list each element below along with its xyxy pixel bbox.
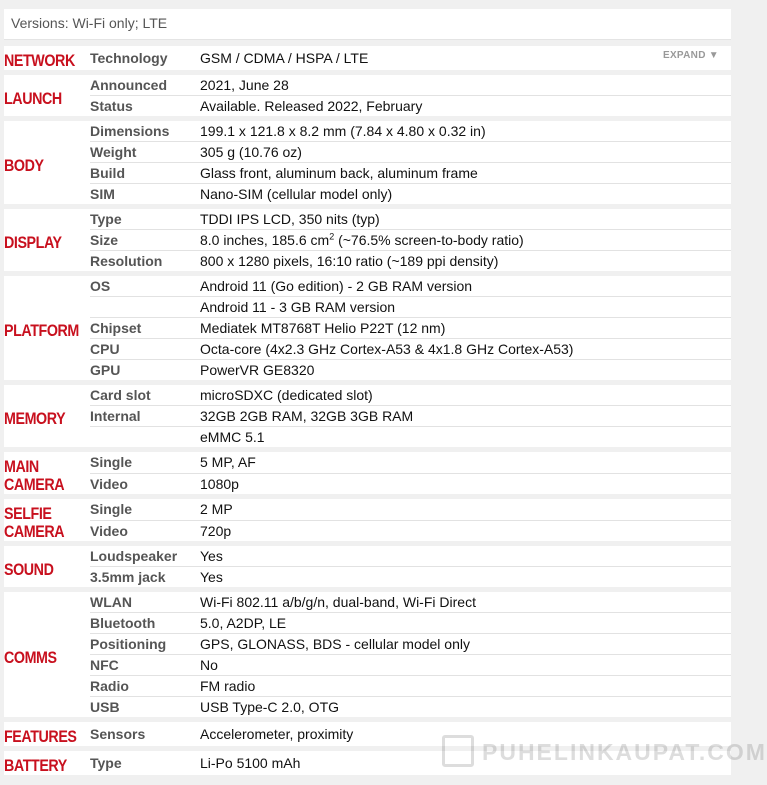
spec-title: NFC	[90, 655, 200, 676]
spec-info-text: No	[200, 657, 218, 673]
spec-info-text: 2 MP	[200, 501, 233, 518]
category-label: MAIN CAMERA	[4, 457, 65, 494]
spec-info	[200, 184, 731, 205]
spec-info-text: Mediatek MT8768T Helio P22T (12 nm)	[200, 320, 446, 336]
spec-row	[4, 297, 731, 318]
spec-info	[200, 722, 731, 746]
spec-title	[90, 427, 200, 448]
spec-row	[4, 567, 731, 588]
spec-info	[200, 163, 731, 184]
spec-info	[200, 96, 731, 117]
spec-info	[200, 567, 731, 588]
spec-row	[4, 251, 731, 272]
spec-info	[200, 546, 731, 567]
spec-row	[4, 520, 731, 541]
spec-info-text: eMMC 5.1	[200, 429, 265, 445]
versions-text: Versions: Wi-Fi only; LTE	[4, 9, 731, 40]
spec-title: Bluetooth	[90, 613, 200, 634]
category-sound	[4, 546, 90, 587]
spec-info	[200, 230, 731, 251]
spec-info-text: 305 g (10.76 oz)	[200, 144, 302, 160]
spec-info	[200, 297, 731, 318]
spec-info	[200, 318, 731, 339]
spec-info-text: 5 MP, AF	[200, 454, 256, 471]
spec-info-text: GSM / CDMA / HSPA / LTE	[200, 50, 369, 66]
spec-info	[200, 452, 731, 473]
spec-title: Single	[90, 452, 200, 473]
spec-title: Positioning	[90, 634, 200, 655]
spec-info	[200, 276, 731, 297]
spec-title	[90, 297, 200, 318]
spec-info	[200, 697, 731, 718]
spec-info	[200, 634, 731, 655]
category-display	[4, 209, 90, 271]
spec-row	[4, 499, 731, 520]
spec-info	[200, 142, 731, 163]
category-features	[4, 722, 90, 746]
category-label: SOUND	[4, 559, 54, 579]
spec-row	[4, 75, 731, 96]
spec-title: 3.5mm jack	[90, 569, 166, 585]
category-launch	[4, 75, 90, 116]
spec-title: Sensors	[90, 726, 146, 742]
spec-info	[200, 209, 731, 230]
category-label: NETWORK	[4, 51, 75, 70]
spec-info	[200, 339, 731, 360]
spec-title: GPU	[90, 362, 121, 378]
spec-info-text: 8.0 inches, 185.6 cm	[200, 232, 330, 248]
spec-title: Internal	[90, 406, 200, 427]
spec-row	[4, 385, 731, 406]
spec-info-text: 5.0, A2DP, LE	[200, 615, 287, 631]
spec-title: Loudspeaker	[90, 546, 200, 567]
spec-title: Single	[90, 499, 200, 520]
spec-row	[4, 406, 731, 427]
spec-info-text: 199.1 x 121.8 x 8.2 mm (7.84 x 4.80 x 0.32 in)	[200, 123, 486, 139]
spec-title: Type	[90, 755, 122, 771]
spec-title: Weight	[90, 142, 200, 163]
spec-info-text: 32GB 2GB RAM, 32GB 3GB RAM	[200, 408, 414, 424]
spec-title: Chipset	[90, 318, 200, 339]
spec-info-text: Li-Po 5100 mAh	[200, 755, 301, 771]
spec-info-text: USB Type-C 2.0, OTG	[200, 699, 340, 715]
spec-row	[4, 46, 731, 70]
spec-title: Resolution	[90, 253, 163, 269]
category-main-camera	[4, 452, 90, 494]
spec-row	[4, 318, 731, 339]
category-label: LAUNCH	[4, 88, 62, 108]
spec-row	[4, 751, 731, 775]
spec-info-text: TDDI IPS LCD, 350 nits (typ)	[200, 211, 380, 227]
spec-title: SIM	[90, 186, 115, 202]
spec-row	[4, 339, 731, 360]
spec-title: CPU	[90, 339, 200, 360]
spec-info	[200, 406, 731, 427]
spec-row	[4, 121, 731, 142]
spec-info	[200, 121, 731, 142]
spec-info-text: Accelerometer, proximity	[200, 726, 354, 742]
spec-info-text: 2021, June 28	[200, 77, 289, 93]
spec-info-text: microSDXC (dedicated slot)	[200, 387, 373, 403]
spec-info-text: GPS, GLONASS, BDS - cellular model only	[200, 636, 470, 652]
spec-row	[4, 163, 731, 184]
category-selfie-camera	[4, 499, 90, 541]
spec-info-superscript: 2	[329, 231, 335, 242]
spec-title: Radio	[90, 676, 200, 697]
spec-row	[4, 473, 731, 494]
spec-info-text: Android 11 - 3 GB RAM version	[200, 299, 396, 315]
spec-info	[200, 499, 731, 520]
category-label: SELFIE CAMERA	[4, 504, 65, 541]
spec-row	[4, 546, 731, 567]
category-battery	[4, 751, 90, 775]
spec-info-text: Available. Released 2022, February	[200, 98, 423, 114]
spec-row	[4, 613, 731, 634]
category-label: FEATURES	[4, 727, 77, 746]
spec-info	[200, 676, 731, 697]
spec-info-text: Android 11 (Go edition) - 2 GB RAM version	[200, 278, 473, 294]
category-label: DISPLAY	[4, 233, 62, 252]
spec-title: Technology	[90, 50, 168, 66]
spec-row	[4, 697, 731, 718]
spec-row	[4, 592, 731, 613]
spec-title: Build	[90, 163, 200, 184]
spec-title: WLAN	[90, 592, 200, 613]
spec-info	[200, 360, 731, 381]
spec-info-text: Wi-Fi 802.11 a/b/g/n, dual-band, Wi-Fi Direct	[200, 594, 476, 610]
spec-title: USB	[90, 699, 120, 715]
spec-title: Video	[90, 522, 128, 539]
spec-info-text: Glass front, aluminum back, aluminum frame	[200, 165, 478, 181]
spec-info	[200, 613, 731, 634]
spec-row	[4, 655, 731, 676]
spec-row	[4, 184, 731, 205]
spec-title: Status	[90, 98, 133, 114]
spec-info-text: 800 x 1280 pixels, 16:10 ratio (~189 ppi density)	[200, 253, 499, 269]
spec-row	[4, 427, 731, 448]
spec-info-text-after: (~76.5% screen-to-body ratio)	[334, 232, 524, 248]
expand-button[interactable]: EXPAND ▼	[662, 50, 719, 61]
spec-info	[200, 520, 731, 541]
spec-title: Video	[90, 475, 128, 492]
spec-info-text: Yes	[200, 548, 223, 564]
spec-info	[200, 751, 731, 775]
category-label: MEMORY	[4, 409, 66, 428]
spec-info-text: Octa-core (4x2.3 GHz Cortex-A53 & 4x1.8 GHz Cortex-A53)	[200, 341, 574, 357]
spec-info-text: 1080p	[200, 475, 239, 492]
spec-row	[4, 722, 731, 746]
spec-info-text: Nano-SIM (cellular model only)	[200, 186, 393, 202]
spec-info	[200, 655, 731, 676]
spec-row	[4, 209, 731, 230]
spec-info	[200, 46, 731, 70]
spec-row	[4, 634, 731, 655]
spec-title: Size	[90, 230, 200, 251]
spec-info-text: Yes	[200, 569, 223, 585]
spec-row	[4, 96, 731, 117]
spec-row	[4, 360, 731, 381]
category-memory	[4, 385, 90, 447]
specs-table	[4, 46, 731, 775]
category-body	[4, 121, 90, 204]
spec-title: Card slot	[90, 385, 200, 406]
spec-title: Announced	[90, 75, 200, 96]
category-network	[4, 46, 90, 70]
spec-row	[4, 676, 731, 697]
spec-info	[200, 251, 731, 272]
spec-row	[4, 230, 731, 251]
specs-container	[4, 9, 731, 775]
spec-row	[4, 276, 731, 297]
spec-row	[4, 452, 731, 473]
spec-info	[200, 473, 731, 494]
spec-info-text: PowerVR GE8320	[200, 362, 315, 378]
category-label: BATTERY	[4, 756, 67, 775]
spec-info-text: FM radio	[200, 678, 256, 694]
spec-title: Dimensions	[90, 121, 200, 142]
category-label: COMMS	[4, 647, 57, 667]
spec-info	[200, 592, 731, 613]
spec-info	[200, 75, 731, 96]
category-label: PLATFORM	[4, 321, 79, 340]
spec-info	[200, 385, 731, 406]
category-comms	[4, 592, 90, 717]
spec-title: OS	[90, 276, 200, 297]
spec-info	[200, 427, 731, 448]
category-platform	[4, 276, 90, 380]
spec-info-text: 720p	[200, 522, 232, 539]
category-label: BODY	[4, 155, 44, 175]
spec-title: Type	[90, 209, 200, 230]
spec-row	[4, 142, 731, 163]
